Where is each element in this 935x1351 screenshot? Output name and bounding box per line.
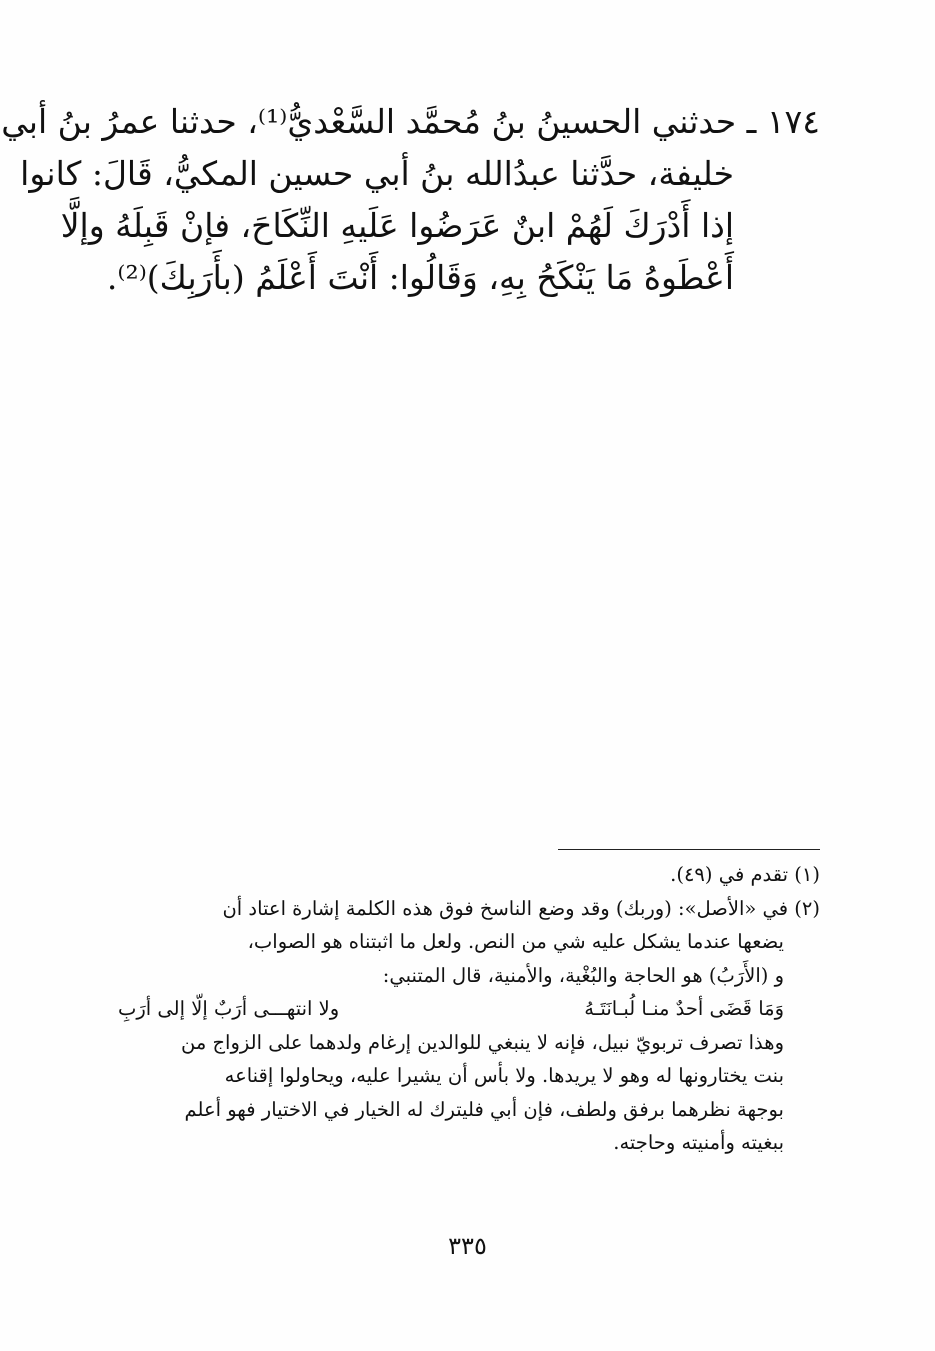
footnote-1: (١) تقدم في (٤٩). xyxy=(670,863,820,886)
poem-verse xyxy=(118,992,820,1026)
page-number: ٣٣٥ xyxy=(448,1232,487,1260)
poem-first-hemistich: وَمَا قَضَى أحدٌ منـا لُبـانَتَـهُ xyxy=(584,997,784,1020)
footnote-2-line: و (الأَرَبُ) هو الحاجة والبُغْية، والأمنية، قال المتنبي: xyxy=(382,963,784,987)
footnote-separator xyxy=(558,849,820,850)
hadith-text xyxy=(1,96,820,304)
footnote-2-line: بوجهة نظرهما برفق ولطف، فإن أبي فليترك له الخيار في الاختيار فهو أعلم xyxy=(184,1097,784,1121)
poem-second-hemistich: ولا انتهـــى أرَبٌ إلّا إلى أرَبِ xyxy=(118,997,340,1020)
hadith-line: أَعْطَوهُ مَا يَنْكَحُ بِهِ، وَقَالُوا: أَنْتَ أَعْلَمُ (بأَرَبِكَ)⁽²⁾. xyxy=(106,258,734,297)
hadith-line: إذا أَدْرَكَ لَهُمْ ابنٌ عَرَضُوا عَلَيهِ النِّكَاحَ، فإنْ قَبِلَهُ وإلَّا xyxy=(60,206,734,245)
footnote-2-line: وهذا تصرف تربويّ نبيل، فإنه لا ينبغي للوالدين إرغام ولدهما على الزواج من xyxy=(180,1030,784,1054)
footnote-2-line: بنت يختارونها له وهو لا يريدها. ولا بأس أن يشيرا عليه، ويحاولوا إقناعه xyxy=(224,1064,784,1087)
hadith-line: ١٧٤ ـ حدثني الحسينُ بنُ مُحمَّد السَّعْديُّ⁽¹⁾، حدثنا عمرُ بنُ أبي xyxy=(1,102,820,141)
footnotes xyxy=(118,858,820,1160)
footnote-2-line: ببغيته وأمنيته وحاجته. xyxy=(613,1131,784,1154)
footnote-2-line: (٢) في «الأصل»: (وربك) وقد وضع الناسخ فوق هذه الكلمة إشارة اعتاد أن xyxy=(222,896,820,920)
hadith-line: خليفة، حدَّثنا عبدُالله بنُ أبي حسين المكيُّ، قَالَ: كانوا xyxy=(20,154,734,193)
footnote-2-line: يضعها عندما يشكل عليه شي من النص. ولعل ما اثبتناه هو الصواب، xyxy=(247,930,784,953)
